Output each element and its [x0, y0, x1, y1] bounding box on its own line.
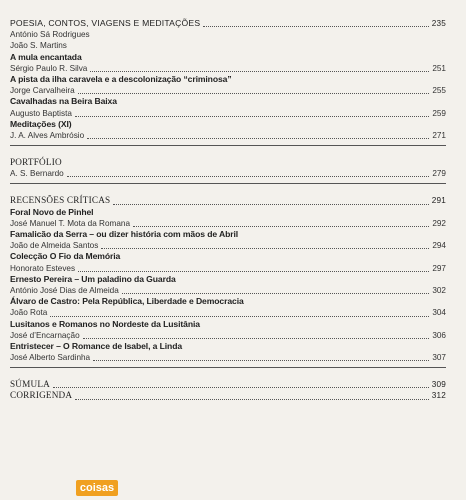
toc-entry-section — [10, 18, 446, 29]
toc-block-portfolio — [10, 157, 446, 179]
watermark-text: coisas — [79, 482, 115, 494]
toc-entry-title — [10, 274, 446, 285]
toc-block-end — [10, 379, 446, 401]
toc-entry-title — [10, 251, 446, 262]
toc-entry-title — [10, 96, 446, 107]
toc-entry-text: José d’Encarnação — [10, 330, 80, 340]
toc-entry-author — [10, 108, 446, 119]
toc-entry-title — [10, 341, 446, 352]
toc-entry-text: Lusitanos e Romanos no Nordeste da Lusitânia — [10, 318, 200, 329]
toc-entry-text: Honorato Esteves — [10, 263, 76, 273]
toc-entry-author — [10, 40, 446, 51]
toc-entry-text: João Rota — [10, 308, 48, 318]
toc-entry-author — [10, 218, 446, 229]
toc-entry-title — [10, 119, 446, 130]
toc-entry-text: J. A. Alves Ambrósio — [10, 130, 85, 140]
page-number: 302 — [432, 285, 446, 295]
toc-entry-title — [10, 207, 446, 218]
page-number: 235 — [431, 19, 446, 28]
toc-entry-text: A. S. Bernardo — [10, 169, 64, 179]
toc-entry-author — [10, 240, 446, 251]
dot-leader — [90, 70, 429, 72]
toc-entry-text: RECENSÕES CRÍTICAS — [10, 195, 111, 206]
toc-entry-text: CORRIGENDA — [10, 390, 73, 401]
toc-entry-text: João S. Martins — [10, 41, 67, 51]
dot-leader — [78, 92, 430, 94]
toc-entry-author — [10, 29, 446, 40]
page-number: 309 — [431, 380, 446, 390]
toc-entry-text: PORTFÓLIO — [10, 157, 62, 168]
toc-entry-section — [10, 379, 446, 390]
dot-leader — [75, 115, 429, 117]
toc-entry-author — [10, 330, 446, 341]
toc-entry-section — [10, 195, 446, 206]
page-number: 271 — [432, 130, 446, 140]
dot-leader — [67, 175, 430, 177]
toc-entry-text: Colecção O Fio da Memória — [10, 251, 121, 262]
dot-leader — [93, 359, 429, 361]
dot-leader — [78, 270, 429, 272]
dot-leader — [50, 315, 429, 317]
toc-entry-title — [10, 74, 446, 85]
page-number: 292 — [432, 218, 446, 228]
page-number: 291 — [431, 196, 446, 206]
toc-entry-text: A pista da ilha caravela e a descolonização “criminosa” — [10, 73, 232, 84]
dot-leader — [53, 386, 429, 388]
toc-entry-author — [10, 352, 446, 363]
toc-entry-title — [10, 319, 446, 330]
page-number: 255 — [432, 86, 446, 96]
dot-leader — [133, 225, 429, 227]
dot-leader — [101, 247, 429, 249]
toc-entry-author — [10, 168, 446, 179]
toc-block-recensoes — [10, 195, 446, 363]
dot-leader — [113, 203, 428, 205]
toc-entry-text: Cavalhadas na Beira Baixa — [10, 96, 117, 107]
page-number: 307 — [432, 353, 446, 363]
toc-entry-text: Entristecer – O Romance de Isabel, a Linda — [10, 340, 183, 351]
toc-entry-text: Jorge Carvalheira — [10, 86, 75, 96]
toc-entry-text: José Manuel T. Mota da Romana — [10, 218, 130, 228]
page-number: 251 — [432, 63, 446, 73]
toc-entry-title — [10, 52, 446, 63]
toc-entry-text: SÚMULA — [10, 379, 50, 390]
toc-entry-text: António José Dias de Almeida — [10, 285, 119, 295]
toc-entry-text: Álvaro de Castro: Pela República, Liberdade e Democracia — [10, 296, 244, 307]
toc-entry-text: Augusto Baptista — [10, 108, 72, 118]
toc-entry-title — [10, 296, 446, 307]
dot-leader — [75, 398, 429, 400]
toc-entry-author — [10, 307, 446, 318]
page-number: 259 — [432, 108, 446, 118]
dot-leader — [203, 25, 428, 27]
page-number: 297 — [432, 263, 446, 273]
page-number: 312 — [431, 391, 446, 401]
toc-entry-text: José Alberto Sardinha — [10, 353, 91, 363]
toc-entry-author — [10, 263, 446, 274]
toc-entry-text: Famalicão da Serra – ou dizer história com mãos de Abril — [10, 229, 239, 239]
toc-entry-text: António Sá Rodrigues — [10, 30, 90, 40]
toc-entry-text: Ernesto Pereira – Um paladino da Guarda — [10, 273, 176, 284]
watermark-logo — [76, 480, 118, 496]
page-number: 294 — [432, 241, 446, 251]
page-number: 279 — [432, 169, 446, 179]
toc-entry-text: Sérgio Paulo R. Silva — [10, 63, 88, 73]
dot-leader — [87, 137, 429, 139]
toc-entry-text: A mula encantada — [10, 51, 82, 62]
dot-leader — [83, 337, 430, 339]
toc-entry-author — [10, 85, 446, 96]
table-of-contents — [10, 18, 446, 402]
toc-entry-text: POESIA, CONTOS, VIAGENS E MEDITAÇÕES — [10, 18, 201, 28]
page-number: 304 — [432, 308, 446, 318]
toc-entry-text: Meditações (XI) — [10, 118, 72, 129]
dot-leader — [122, 292, 430, 294]
toc-entry-section — [10, 390, 446, 401]
toc-entry-text: João de Almeida Santos — [10, 241, 99, 251]
toc-block-poesia — [10, 18, 446, 141]
page-number: 306 — [432, 330, 446, 340]
toc-entry-text: Foral Novo de Pinhel — [10, 206, 94, 217]
toc-entry-author — [10, 63, 446, 74]
toc-entry-author — [10, 285, 446, 296]
toc-entry-section — [10, 157, 446, 168]
toc-entry-author — [10, 130, 446, 141]
toc-entry-title — [10, 229, 446, 240]
